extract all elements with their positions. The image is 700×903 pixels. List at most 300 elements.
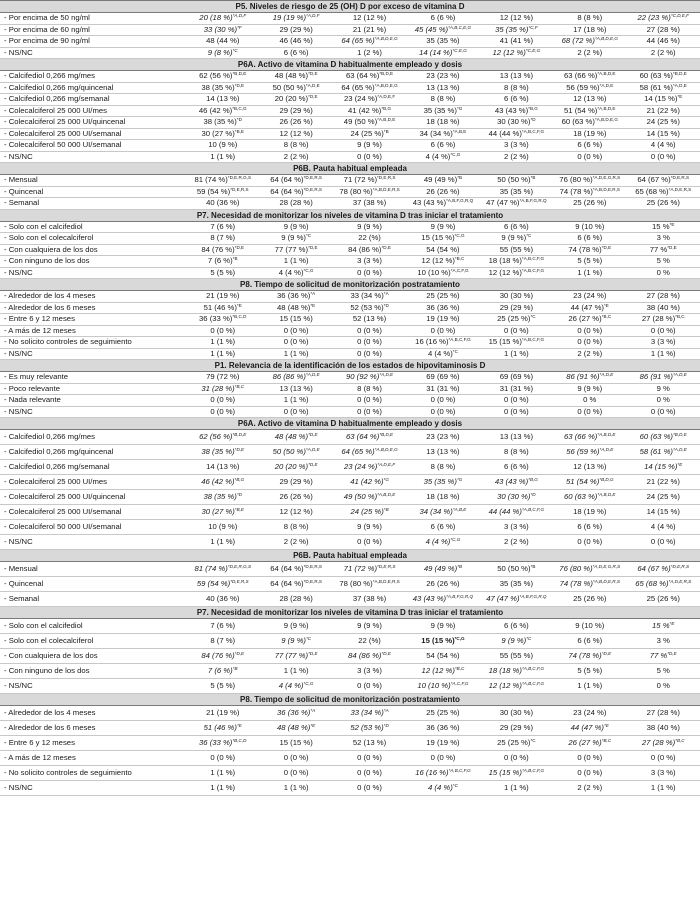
- row-label: - Con ninguno de los dos: [0, 664, 186, 679]
- value-cell: [406, 766, 479, 781]
- cell-value: 1 (1 %): [577, 681, 603, 690]
- cell-value: 8 (8 %): [577, 13, 603, 22]
- cell-value: 18 (18 %): [426, 117, 460, 126]
- cell-value: 9 (9 %): [430, 221, 456, 231]
- value-cell: [406, 256, 479, 268]
- cell-value: 27 (28 %): [646, 291, 680, 300]
- value-cell: [333, 445, 406, 460]
- table-row: [0, 460, 700, 475]
- value-cell: [626, 256, 700, 268]
- cell-value: 64 (64 %): [270, 186, 304, 196]
- value-cell: [553, 128, 626, 140]
- value-cell: [333, 24, 406, 36]
- cell-value: 24 (25 %): [646, 117, 680, 126]
- significance-marker: *D,E: [601, 244, 612, 250]
- significance-marker: *A,D,F: [232, 13, 247, 18]
- cell-value: 36 (36 %): [426, 302, 460, 312]
- cell-value: 33 (34 %): [350, 291, 384, 300]
- value-cell: [186, 175, 259, 187]
- value-cell: [480, 337, 553, 349]
- value-cell: [553, 721, 626, 736]
- row-label: - Colecalciferol 25 000 UI/quincenal: [0, 490, 186, 505]
- value-cell: [553, 445, 626, 460]
- significance-marker: *C: [526, 233, 532, 238]
- significance-marker: *A,D,E: [305, 447, 320, 452]
- significance-marker: *D,E,R,S: [303, 579, 322, 584]
- significance-marker: *A,D,F: [306, 13, 320, 18]
- row-label: - Calcifediol 0,266 mg/mes: [0, 430, 186, 445]
- cell-value: 0 (0 %): [357, 151, 382, 161]
- value-cell: [186, 117, 259, 129]
- cell-value: 30 (27 %): [201, 128, 235, 138]
- cell-value: 25 (25 %): [497, 314, 531, 323]
- cell-value: 54 (54 %): [426, 244, 460, 254]
- cell-value: 35 (35 %): [423, 477, 457, 486]
- cell-value: 22 (23 %): [637, 13, 671, 22]
- row-label: - Con cualquiera de los dos: [0, 244, 186, 256]
- cell-value: 1 (1 %): [650, 348, 676, 358]
- value-cell: [333, 175, 406, 187]
- row-label: - Alrededor de los 6 meses: [0, 721, 186, 736]
- cell-value: 77 %: [649, 244, 668, 254]
- cell-value: 13 (13 %): [499, 432, 534, 441]
- cell-value: 3 (3 %): [650, 768, 676, 777]
- cell-value: 19 (19 %): [426, 738, 460, 747]
- cell-value: 0 (0 %): [503, 325, 529, 335]
- value-cell: [259, 233, 332, 245]
- value-cell: [406, 325, 479, 337]
- value-cell: [186, 664, 259, 679]
- cell-value: 74 (78 %): [568, 244, 602, 254]
- table-row: [0, 233, 700, 245]
- value-cell: [259, 475, 332, 490]
- table-row: [0, 302, 700, 314]
- significance-marker: *G: [456, 477, 463, 482]
- significance-marker: *A,B,E: [452, 128, 467, 134]
- section-header: [0, 279, 700, 291]
- significance-marker: *B,D,E: [379, 71, 394, 76]
- cell-value: 62 (56 %): [199, 432, 233, 441]
- row-label: - NS/NC: [0, 535, 186, 550]
- value-cell: [406, 291, 479, 303]
- value-cell: [553, 372, 626, 384]
- row-label: - Calcifediol 0,266 mg/semanal: [0, 460, 186, 475]
- significance-marker: *A,B,D,E,R,S: [592, 186, 620, 192]
- value-cell: [406, 244, 479, 256]
- cell-value: 25 (26 %): [646, 594, 680, 603]
- cell-value: 1 (1 %): [283, 666, 309, 675]
- value-cell: [259, 244, 332, 256]
- value-cell: [626, 781, 700, 796]
- row-label: - NS/NC: [0, 267, 186, 279]
- value-cell: [626, 47, 700, 59]
- value-cell: [186, 706, 259, 721]
- value-cell: [333, 13, 406, 25]
- value-cell: [186, 128, 259, 140]
- significance-marker: *A,D,E: [599, 372, 614, 377]
- row-label: - No solicito controles de seguimiento: [0, 337, 186, 349]
- table-row: [0, 71, 700, 83]
- value-cell: [406, 198, 479, 210]
- cell-value: 0 (0 %): [577, 325, 603, 335]
- cell-value: 9 (9 %): [281, 636, 306, 645]
- cell-value: 9 (10 %): [575, 221, 605, 231]
- value-cell: [186, 186, 259, 198]
- table-row: [0, 619, 700, 634]
- significance-marker: *A,B,C,F,G: [521, 337, 545, 342]
- value-cell: [259, 302, 332, 314]
- value-cell: [186, 221, 259, 233]
- section-title: P7. Necesidad de monitorizar los niveles de vitamina D tras iniciar el tratamiento: [0, 209, 700, 221]
- value-cell: [259, 619, 332, 634]
- significance-marker: *E: [236, 302, 242, 308]
- significance-marker: *A,B,C,F,G: [521, 256, 545, 261]
- cell-value: 84 (86 %): [348, 651, 382, 660]
- value-cell: [480, 592, 553, 607]
- cell-value: 9 (9 %): [577, 383, 603, 393]
- significance-marker: *A,B,D,E,R,S: [592, 579, 620, 584]
- significance-marker: *E: [310, 723, 316, 728]
- significance-marker: *C,G: [303, 681, 314, 686]
- cell-value: 6 (6 %): [503, 462, 529, 471]
- cell-value: 84 (76 %): [201, 244, 235, 254]
- value-cell: [333, 186, 406, 198]
- table-row: [0, 445, 700, 460]
- cell-value: 55 (55 %): [499, 651, 534, 660]
- value-cell: [626, 267, 700, 279]
- cell-value: 7 (6 %): [207, 256, 233, 265]
- value-cell: [626, 140, 700, 152]
- cell-value: 8 (8 %): [283, 522, 309, 531]
- significance-marker: *A,B,C,F,G: [448, 768, 471, 773]
- cell-value: 37 (38 %): [352, 198, 387, 207]
- cell-value: 0 (0 %): [650, 406, 676, 416]
- cell-value: 14 (13 %): [206, 94, 240, 103]
- cell-value: 86 (91 %): [566, 372, 600, 381]
- cell-value: 6 (6 %): [430, 13, 456, 22]
- cell-value: 44 (46 %): [646, 36, 680, 45]
- significance-marker: *D,E: [308, 432, 318, 437]
- cell-value: 36 (36 %): [277, 291, 311, 300]
- cell-value: 12 (12 %): [499, 13, 534, 22]
- cell-value: 21 (21 %): [352, 24, 387, 34]
- cell-value: 1 (1 %): [283, 348, 309, 358]
- value-cell: [259, 47, 332, 59]
- cell-value: 18 (19 %): [573, 128, 607, 138]
- value-cell: [626, 372, 700, 384]
- cell-value: 86 (91 %): [639, 372, 673, 381]
- cell-value: 41 (42 %): [348, 105, 382, 115]
- cell-value: 59 (54 %): [196, 579, 231, 588]
- table-row: [0, 36, 700, 48]
- section-title: P5. Niveles de riesgo de 25 (OH) D por exceso de vitamina D: [0, 1, 700, 13]
- cell-value: 5 (5 %): [210, 681, 236, 690]
- significance-marker: *D: [236, 117, 242, 122]
- significance-marker: *A,D,E: [305, 372, 320, 377]
- cell-value: 6 (6 %): [577, 140, 603, 149]
- cell-value: 1 (1 %): [503, 783, 529, 792]
- cell-value: 20 (20 %): [274, 94, 309, 103]
- cell-value: 44 (44 %): [488, 128, 522, 138]
- value-cell: [333, 562, 406, 577]
- value-cell: [333, 302, 406, 314]
- significance-marker: *C: [530, 314, 536, 319]
- value-cell: [333, 520, 406, 535]
- significance-marker: *B,G: [381, 105, 392, 111]
- significance-marker: *A,D,E: [379, 372, 394, 377]
- cell-value: 8 (8 %): [283, 140, 309, 149]
- value-cell: [333, 634, 406, 649]
- cell-value: 78 (80 %): [339, 186, 373, 196]
- significance-marker: *A,D,E,R,S: [668, 186, 692, 192]
- cell-value: 8 (7 %): [210, 636, 236, 645]
- significance-marker: *D,E: [234, 651, 245, 656]
- value-cell: [406, 445, 479, 460]
- value-cell: [259, 175, 332, 187]
- cell-value: 71 (72 %): [343, 564, 378, 573]
- value-cell: [333, 649, 406, 664]
- cell-value: 0 (0 %): [430, 325, 456, 335]
- value-cell: [186, 592, 259, 607]
- significance-marker: *D: [383, 723, 389, 728]
- value-cell: [406, 634, 479, 649]
- cell-value: 12 (12 %): [279, 128, 313, 138]
- row-label: - NS/NC: [0, 679, 186, 694]
- value-cell: [259, 291, 332, 303]
- value-cell: [406, 475, 479, 490]
- value-cell: [626, 505, 700, 520]
- value-cell: [333, 82, 406, 94]
- value-cell: [553, 221, 626, 233]
- row-label: - Quincenal: [0, 577, 186, 592]
- significance-marker: *B: [383, 507, 389, 512]
- cell-value: 65 (68 %): [635, 186, 669, 196]
- cell-value: 16 (16 %): [415, 768, 449, 777]
- cell-value: 15 (15 %): [488, 768, 522, 777]
- value-cell: [480, 430, 553, 445]
- row-label: - Colecalciferol 50 000 UI/semanal: [0, 520, 186, 535]
- significance-marker: *D,E,R,S: [377, 175, 396, 180]
- value-cell: [259, 71, 332, 83]
- section-header: [0, 694, 700, 706]
- value-cell: [406, 186, 479, 198]
- value-cell: [406, 105, 479, 117]
- cell-value: 4 (4 %): [650, 522, 676, 531]
- value-cell: [626, 490, 700, 505]
- value-cell: [626, 71, 700, 83]
- row-label: - Colecalciferol 25 000 UI/mes: [0, 105, 186, 117]
- cell-value: 29 (29 %): [279, 105, 313, 115]
- table-row: [0, 24, 700, 36]
- value-cell: [553, 117, 626, 129]
- significance-marker: *A,B,D,E,G: [374, 36, 398, 41]
- cell-value: 27 (28 %): [646, 24, 680, 34]
- cell-value: 76 (80 %): [559, 175, 593, 184]
- value-cell: [480, 721, 553, 736]
- significance-marker: *B,C: [601, 314, 612, 319]
- cell-value: 0 (0 %): [503, 395, 529, 404]
- value-cell: [480, 140, 553, 152]
- value-cell: [406, 267, 479, 279]
- cell-value: 4 (4 %): [428, 348, 453, 358]
- cell-value: 0 (0 %): [357, 783, 382, 792]
- cell-value: 64 (67 %): [637, 564, 671, 573]
- value-cell: [186, 198, 259, 210]
- value-cell: [406, 221, 479, 233]
- significance-marker: *A,B,D,E: [597, 432, 616, 437]
- significance-marker: *E: [604, 302, 609, 308]
- cell-value: 10 (10 %): [417, 681, 451, 690]
- significance-marker: *D,E: [234, 447, 245, 452]
- significance-marker: *A,B,F,G,R,Q: [446, 198, 474, 203]
- table-row: [0, 105, 700, 117]
- significance-marker: *C,G: [303, 267, 314, 273]
- significance-marker: *D,E: [601, 651, 612, 656]
- cell-value: 2 (2 %): [503, 151, 529, 161]
- value-cell: [626, 117, 700, 129]
- significance-marker: *A,B,E: [452, 507, 467, 512]
- value-cell: [259, 117, 332, 129]
- value-cell: [259, 562, 332, 577]
- significance-marker: *B,C,D: [232, 314, 247, 319]
- cell-value: 3 (3 %): [357, 256, 382, 265]
- value-cell: [480, 505, 553, 520]
- value-cell: [333, 337, 406, 349]
- cell-value: 13 (13 %): [279, 383, 313, 393]
- significance-marker: *D,E,R,S: [670, 564, 690, 569]
- row-label: - Mensual: [0, 175, 186, 187]
- significance-marker: *C: [305, 233, 312, 238]
- value-cell: [626, 619, 700, 634]
- table-row: [0, 151, 700, 163]
- value-cell: [626, 291, 700, 303]
- value-cell: [259, 406, 332, 418]
- cell-value: 5 (5 %): [210, 267, 236, 277]
- cell-value: 50 (50 %): [497, 564, 531, 573]
- value-cell: [480, 233, 553, 245]
- cell-value: 38 (35 %): [203, 117, 237, 126]
- row-label: - Por encima de 90 ng/ml: [0, 36, 186, 48]
- cell-value: 0 (0 %): [577, 406, 603, 416]
- value-cell: [186, 520, 259, 535]
- significance-marker: *A,D,E: [599, 82, 614, 88]
- cell-value: 15 (15 %): [421, 636, 455, 645]
- cell-value: 0 (0 %): [430, 395, 456, 404]
- table-row: [0, 372, 700, 384]
- cell-value: 5 (5 %): [577, 666, 603, 675]
- value-cell: [553, 13, 626, 25]
- value-cell: [553, 140, 626, 152]
- value-cell: [480, 151, 553, 163]
- cell-value: 12 (12 %): [421, 256, 455, 265]
- value-cell: [626, 13, 700, 25]
- value-cell: [259, 649, 332, 664]
- value-cell: [333, 721, 406, 736]
- cell-value: 2 (2 %): [650, 47, 676, 57]
- significance-marker: *B,E: [234, 507, 244, 512]
- significance-marker: *B,D,E: [379, 432, 394, 437]
- value-cell: [406, 619, 479, 634]
- cell-value: 48 (48 %): [277, 723, 311, 732]
- significance-marker: *A,B,F,G,R,Q: [519, 198, 547, 203]
- value-cell: [333, 475, 406, 490]
- row-label: - No solicito controles de seguimiento: [0, 766, 186, 781]
- value-cell: [406, 535, 479, 550]
- cell-value: 60 (63 %): [561, 117, 595, 126]
- cell-value: 5 %: [656, 256, 670, 265]
- value-cell: [186, 140, 259, 152]
- cell-value: 1 (1 %): [503, 348, 529, 358]
- significance-marker: *A,C,F,G: [450, 267, 469, 273]
- cell-value: 12 (13 %): [573, 462, 607, 471]
- significance-marker: *D,E: [308, 651, 318, 656]
- value-cell: [626, 302, 700, 314]
- cell-value: 14 (15 %): [646, 507, 680, 516]
- table-row: [0, 535, 700, 550]
- row-label: - Nada relevante: [0, 395, 186, 407]
- cell-value: 78 (80 %): [339, 579, 373, 588]
- significance-marker: *D: [383, 302, 389, 308]
- cell-value: 15 (15 %): [279, 738, 313, 747]
- cell-value: 0 (0 %): [650, 753, 676, 762]
- cell-value: 14 (15 %): [644, 462, 678, 471]
- value-cell: [259, 314, 332, 326]
- value-cell: [406, 721, 479, 736]
- table-row: [0, 348, 700, 360]
- value-cell: [406, 490, 479, 505]
- cell-value: 9 (9 %): [501, 636, 527, 645]
- significance-marker: *F: [237, 24, 242, 30]
- cell-value: 1 (1 %): [283, 256, 309, 265]
- results-table-body: [0, 1, 700, 796]
- value-cell: [480, 348, 553, 360]
- value-cell: [333, 535, 406, 550]
- significance-marker: *C: [305, 636, 312, 641]
- significance-marker: *B: [457, 175, 463, 180]
- value-cell: [406, 140, 479, 152]
- value-cell: [333, 128, 406, 140]
- value-cell: [259, 325, 332, 337]
- table-row: [0, 13, 700, 25]
- value-cell: [259, 395, 332, 407]
- cell-value: 12 (12 %): [352, 13, 387, 22]
- significance-marker: *B,D,E: [232, 432, 247, 437]
- cell-value: 25 (25 %): [426, 291, 460, 300]
- cell-value: 36 (33 %): [199, 738, 233, 747]
- value-cell: [259, 186, 332, 198]
- cell-value: 0 (0 %): [210, 753, 236, 762]
- value-cell: [186, 406, 259, 418]
- section-title: P1. Relevancia de la identificación de los estados de hipovitaminosis D: [0, 360, 700, 372]
- value-cell: [480, 383, 553, 395]
- section-header: [0, 360, 700, 372]
- cell-value: 13 (13 %): [426, 82, 460, 92]
- significance-marker: *E: [604, 723, 609, 728]
- significance-marker: *B,E: [234, 128, 244, 134]
- value-cell: [553, 186, 626, 198]
- value-cell: [480, 562, 553, 577]
- cell-value: 25 (26 %): [646, 198, 680, 207]
- value-cell: [333, 71, 406, 83]
- significance-marker: *A,D,E,G,R,S: [592, 175, 621, 180]
- table-row: [0, 475, 700, 490]
- value-cell: [480, 679, 553, 694]
- cell-value: 13 (13 %): [426, 447, 460, 456]
- value-cell: [553, 24, 626, 36]
- cell-value: 86 (86 %): [272, 372, 306, 381]
- significance-marker: *A,B,D,E,G: [374, 447, 398, 452]
- cell-value: 0 (0 %): [357, 537, 382, 546]
